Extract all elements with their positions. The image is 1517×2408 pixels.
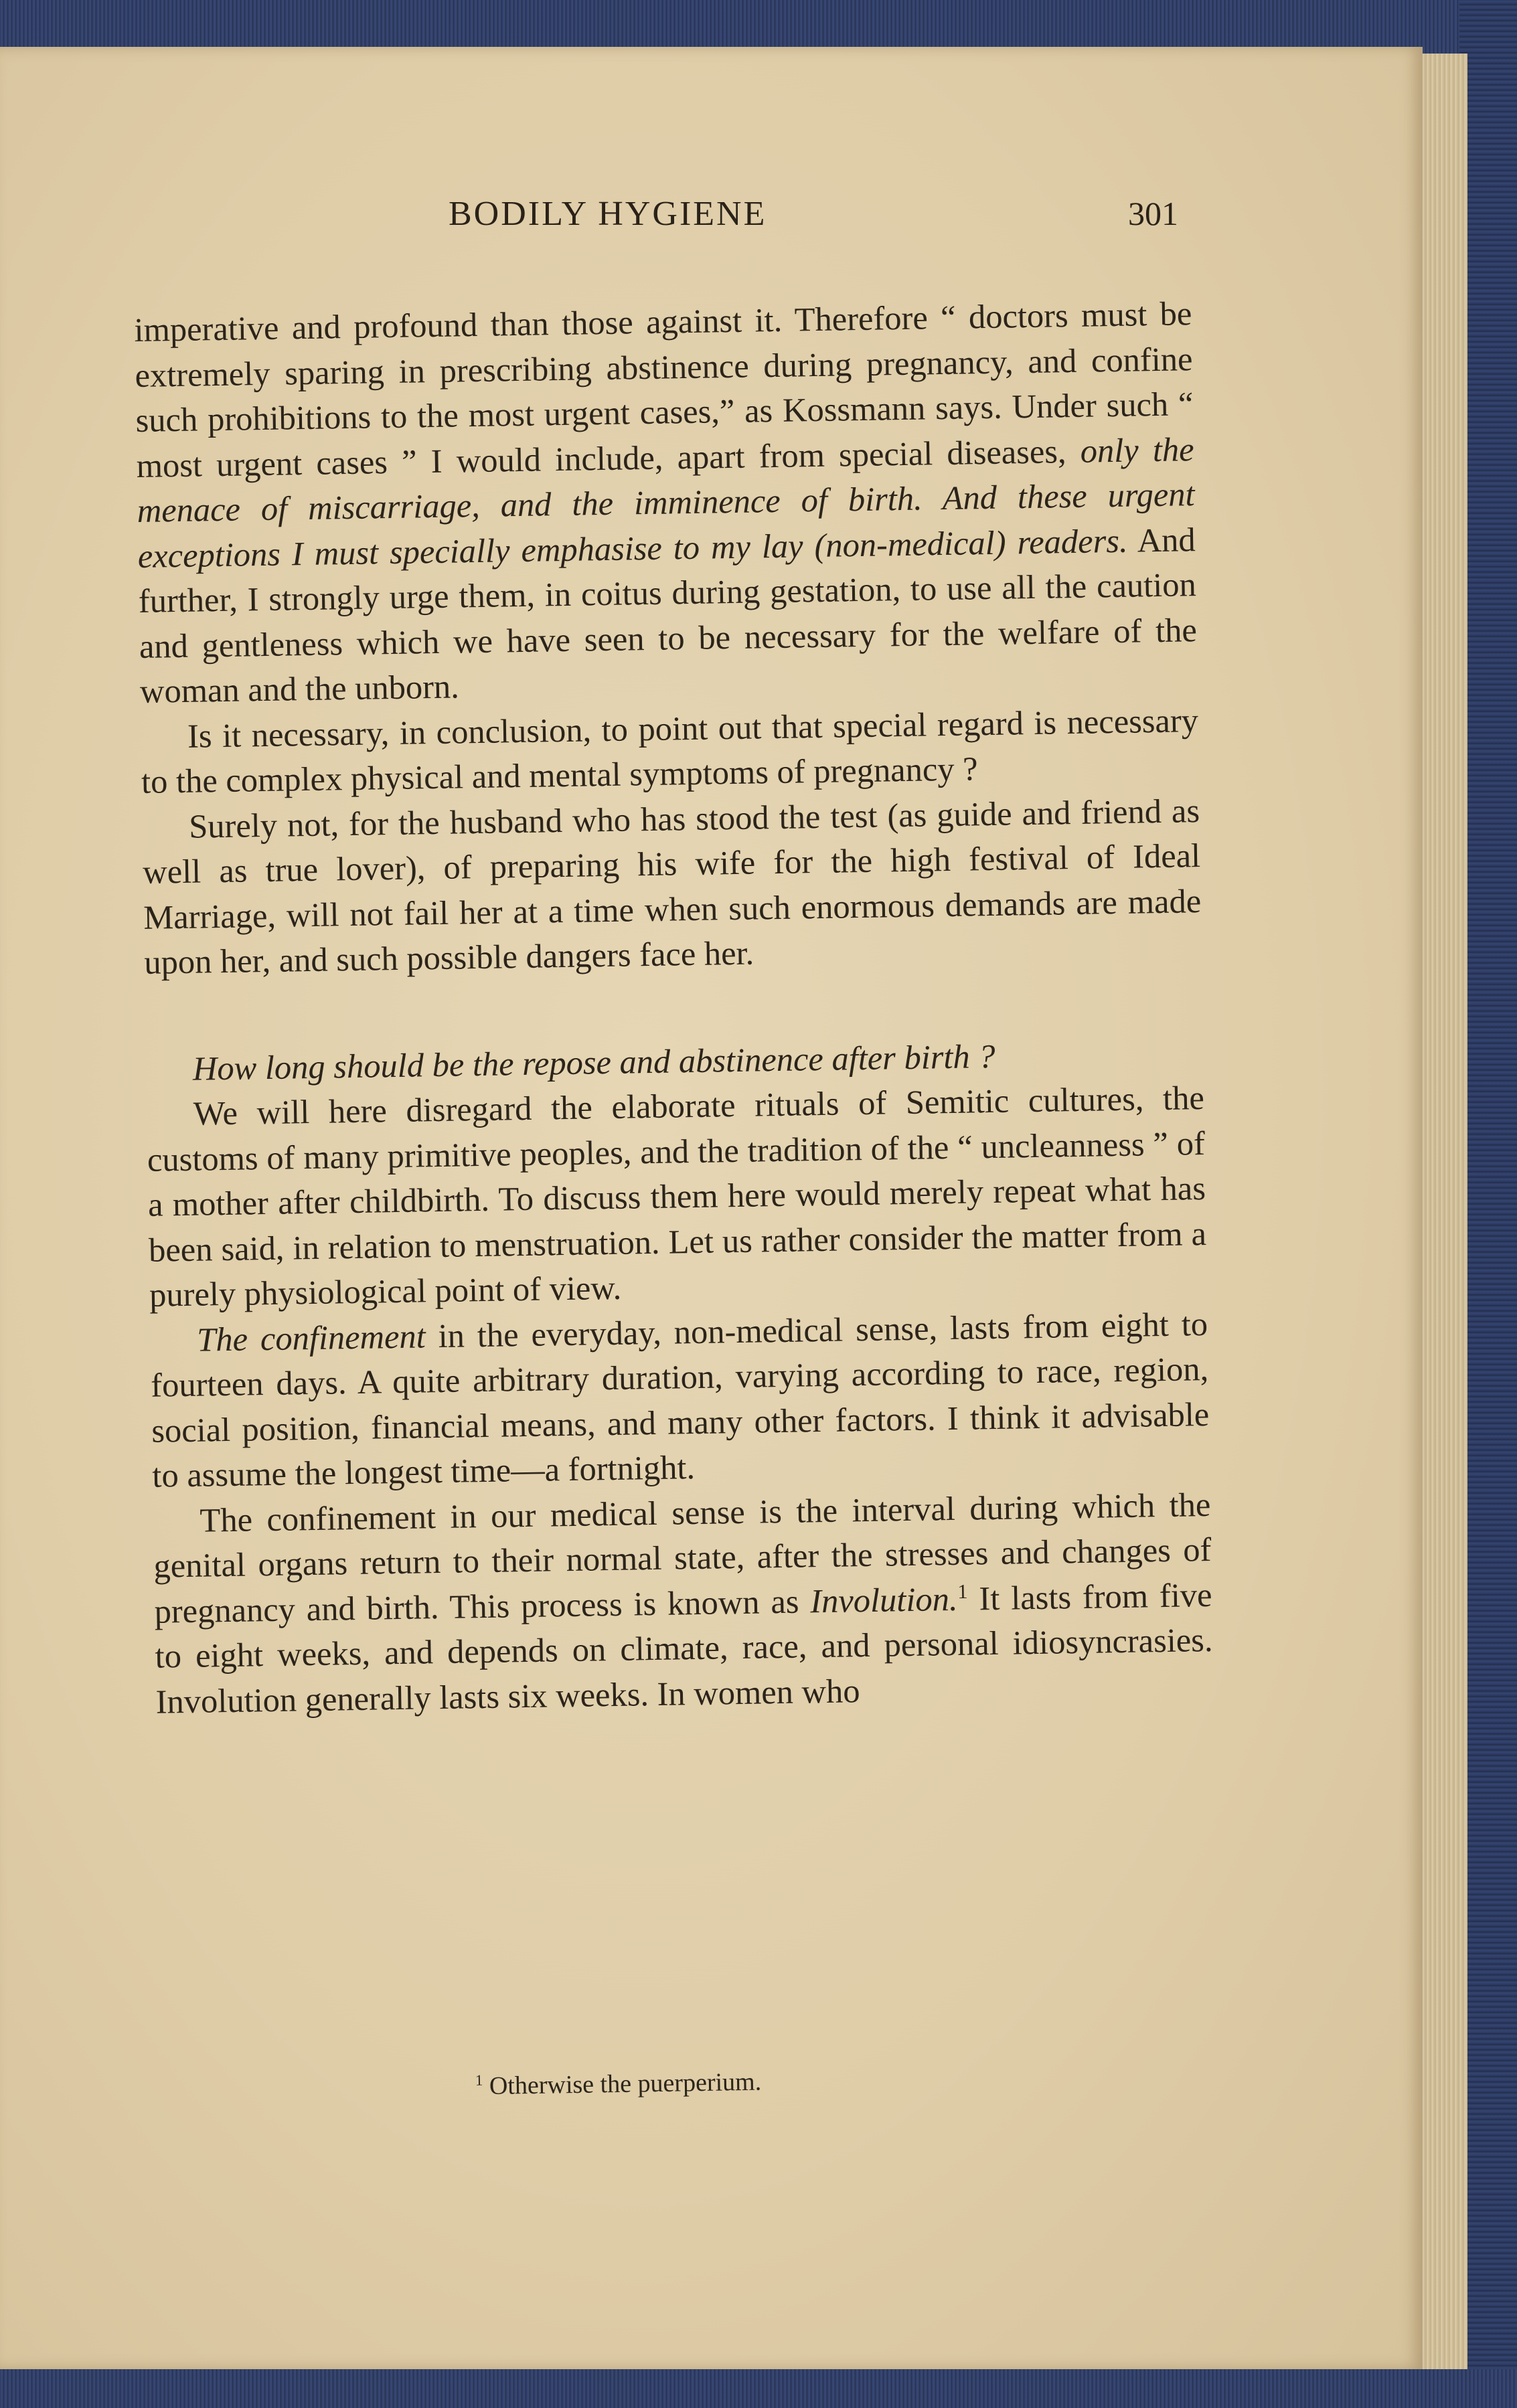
paragraph-2: Is it necessary, in conclusion, to point out that special regard is necessary to the complex physical and mental symptoms of pregnancy ? [141, 701, 1199, 800]
book-cover-bottom [0, 2369, 1517, 2408]
section-heading: How long should be the repose and abstinence after birth ? [192, 1037, 995, 1088]
paragraph-5-emphasis: The confinement [196, 1316, 426, 1359]
paragraph-4: We will here disregard the elaborate rituals of Semitic cultures, the customs of many primitive peoples, and the tradition of the “ uncleanness ” of a mother after childbirth. To discuss them here would merely repeat what has been said, in relation to menstruation. Let us rather consider the matter from a purely physiological point of view. [147, 1079, 1207, 1314]
paragraph-1-text-a: imperative and profound than those against it. Therefore “ doctors must be extremely sparing in prescribing abstinence during pregnancy, and confine such prohibitions to the most urgent cases,” as Kossmann says. Under such “ most urgent cases ” I would include, apart from special diseases, [134, 294, 1194, 485]
paragraph-1-emphasis: only the menace of miscarriage, and the imminence of birth. And these urgent exceptions I must specially emphasise to my lay (non-medical) readers. [137, 430, 1196, 575]
paragraph-5 [150, 1301, 1210, 1498]
footnote-reference: 1 [957, 1579, 968, 1603]
paragraph-6 [153, 1482, 1214, 1724]
page-number: 301 [1128, 195, 1178, 232]
paragraph-6-emphasis: Involution. [809, 1579, 958, 1620]
paragraph-3: Surely not, for the husband who has stood the test (as guide and friend as well as true lover), of preparing his wife for the high festival of Ideal Marriage, will not fail her at a time when such enormous demands are made upon her, and such possible dangers face her. [142, 791, 1202, 981]
paragraph-1 [134, 291, 1198, 714]
paragraph-6-text-c: It lasts from five to eight weeks, and depends on climate, race, and personal idiosyncrasies. Involution generally lasts six weeks. In women who [155, 1575, 1213, 1721]
paragraph-5-text: in the everyday, non-medical sense, lasts from eight to fourteen days. A quite arbitrary duration, varying according to race, region, social position, financial means, and many other factors. I think it advisable to assume the longest time—a fortnight. [150, 1304, 1210, 1494]
footnote-marker: 1 [475, 2071, 483, 2089]
footnote [475, 2067, 762, 2101]
paragraph-1-text-c: And further, I strongly urge them, in coitus during gestation, to use all the caution and gentleness which we have seen to be necessary for the welfare of the woman and the unborn. [138, 520, 1198, 710]
body-text [134, 291, 1214, 1725]
book-cover-spine [1459, 0, 1517, 2408]
running-head [134, 194, 1178, 254]
footnote-text: Otherwise the puerperium. [489, 2067, 762, 2101]
paragraph-6-text-a: The confinement in our medical sense is the interval during which the genital organs return to their normal state, after the stresses and changes of pregnancy and birth. This process is known as [153, 1485, 1212, 1630]
chapter-title: BODILY HYGIENE [449, 195, 767, 233]
